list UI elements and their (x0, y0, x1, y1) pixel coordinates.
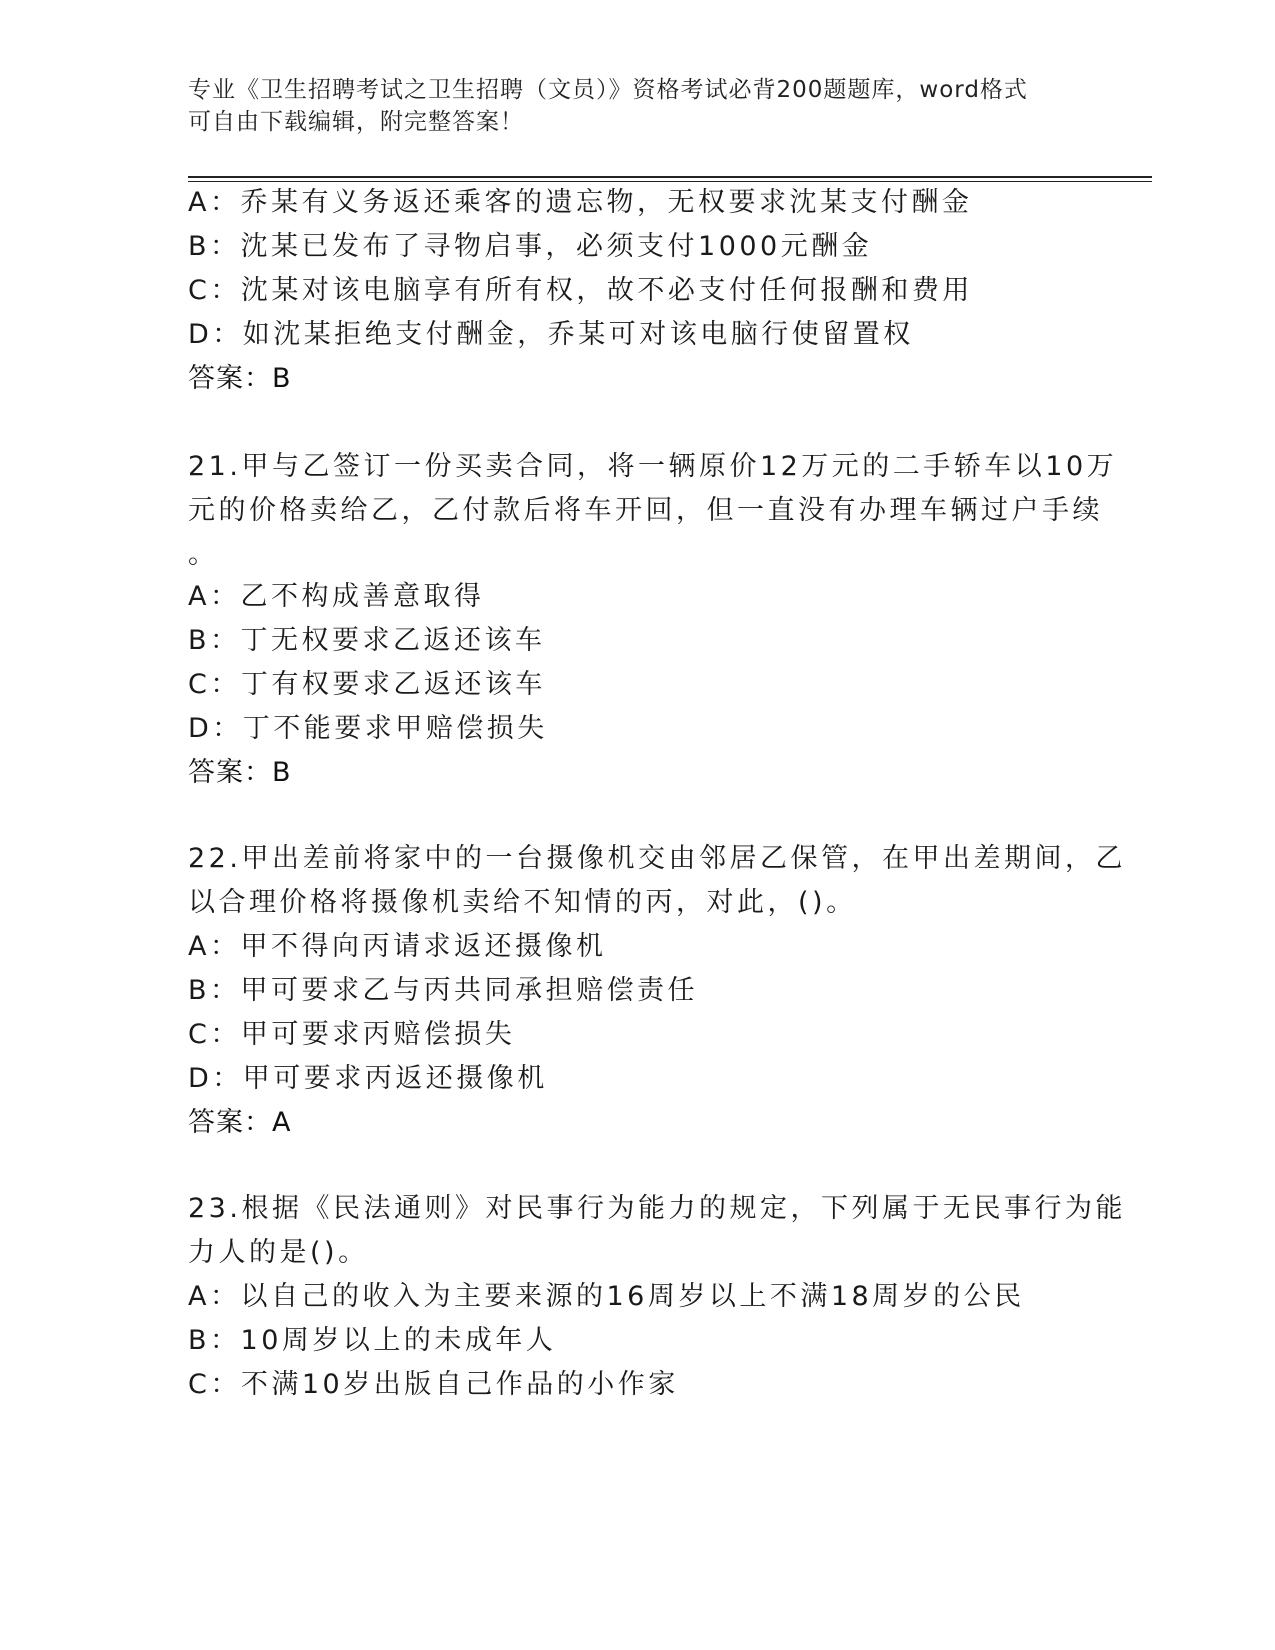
q20-option-c: C：沈某对该电脑享有所有权，故不必支付任何报酬和费用 (188, 275, 973, 306)
header-line-1: 专业《卫生招聘考试之卫生招聘（文员）》资格考试必背200题题库，word格式 (188, 77, 1028, 103)
q22-answer: 答案：A (188, 1107, 292, 1138)
q21-option-b: B：丁无权要求乙返还该车 (188, 625, 546, 656)
q22-option-b: B：甲可要求乙与丙共同承担赔偿责任 (188, 975, 699, 1006)
q21-stem-line-2: 元的价格卖给乙，乙付款后将车开回，但一直没有办理车辆过户手续 (188, 495, 1103, 526)
q20-option-b: B：沈某已发布了寻物启事，必须支付1000元酬金 (188, 231, 873, 262)
header-rule-thick (188, 176, 1152, 178)
q20-option-a: A：乔某有义务返还乘客的遗忘物，无权要求沈某支付酬金 (188, 187, 973, 218)
q23-option-a: A：以自己的收入为主要来源的16周岁以上不满18周岁的公民 (188, 1281, 1025, 1312)
q20-option-d: D：如沈某拒绝支付酬金，乔某可对该电脑行使留置权 (188, 319, 914, 350)
q21-option-c: C：丁有权要求乙返还该车 (188, 669, 546, 700)
q22-stem-line-2: 以合理价格将摄像机卖给不知情的丙，对此，()。 (188, 887, 857, 918)
header-line-2: 可自由下载编辑，附完整答案！ (188, 109, 524, 135)
q22-option-d: D：甲可要求丙返还摄像机 (188, 1063, 548, 1094)
q21-stem-line-3: 。 (188, 539, 219, 570)
q23-option-b: B：10周岁以上的未成年人 (188, 1325, 557, 1356)
q21-stem-line-1: 21.甲与乙签订一份买卖合同，将一辆原价12万元的二手轿车以10万 (188, 451, 1118, 482)
q22-stem-line-1: 22.甲出差前将家中的一台摄像机交由邻居乙保管，在甲出差期间，乙 (188, 843, 1126, 874)
q21-answer: 答案：B (188, 757, 292, 788)
q22-option-c: C：甲可要求丙赔偿损失 (188, 1019, 516, 1050)
document-header (188, 74, 1088, 138)
q23-option-c: C：不满10岁出版自己作品的小作家 (188, 1369, 679, 1400)
q22-option-a: A：甲不得向丙请求返还摄像机 (188, 931, 607, 962)
q20-answer: 答案：B (188, 363, 292, 394)
q23-stem-line-2: 力人的是()。 (188, 1237, 369, 1268)
header-rule-thin (188, 181, 1152, 182)
q21-option-a: A：乙不构成善意取得 (188, 581, 485, 612)
q23-stem-line-1: 23.根据《民法通则》对民事行为能力的规定，下列属于无民事行为能 (188, 1193, 1126, 1224)
q21-option-d: D：丁不能要求甲赔偿损失 (188, 713, 548, 744)
